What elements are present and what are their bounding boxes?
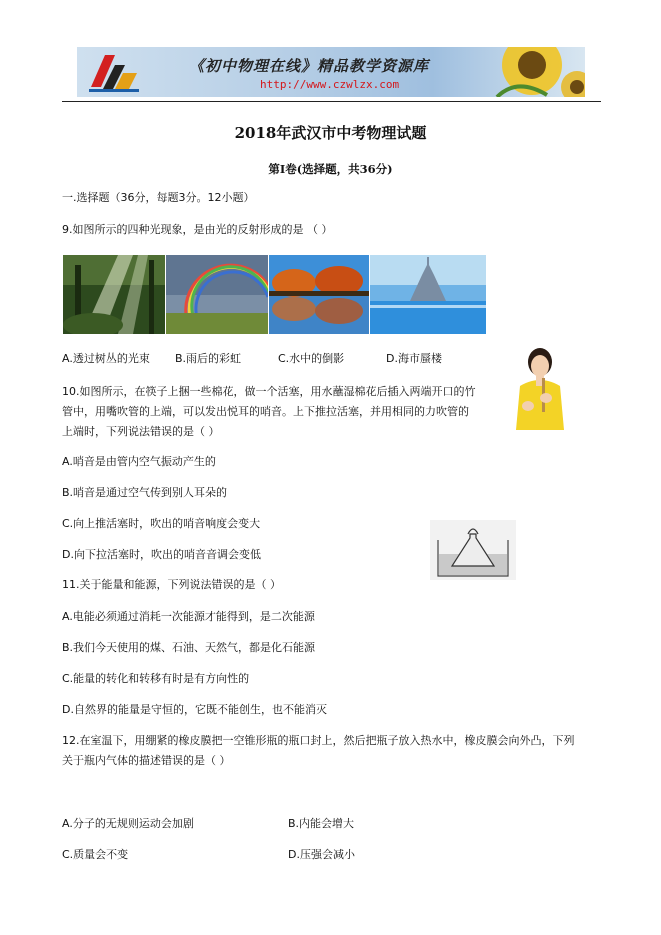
q9-option-a: A.透过树丛的光束 bbox=[62, 352, 150, 365]
question-11-stem: 11.关于能量和能源，下列说法错误的是（ ） bbox=[62, 578, 281, 591]
header-banner bbox=[77, 47, 585, 97]
q12-option-b: B.内能会增大 bbox=[288, 817, 355, 830]
q9-option-c: C.水中的倒影 bbox=[278, 352, 345, 365]
question-10-stem-line-2: 管中，用嘴吹管的上端，可以发出悦耳的哨音。上下推拉活塞，并用相同的力吹管的 bbox=[62, 405, 469, 418]
q10-option-d: D.向下拉活塞时，吹出的哨音音调会变低 bbox=[62, 548, 261, 561]
q10-option-a: A.哨音是由管内空气振动产生的 bbox=[62, 455, 216, 468]
section-title: 第Ⅰ卷(选择题，共36分) bbox=[268, 162, 393, 176]
q11-option-b: B.我们今天使用的煤、石油、天然气，都是化石能源 bbox=[62, 641, 316, 654]
q11-option-d: D.自然界的能量是守恒的，它既不能创生，也不能消灭 bbox=[62, 703, 327, 716]
question-10-stem-line-1: 10.如图所示，在筷子上捆一些棉花，做一个活塞，用水蘸湿棉花后插入两端开口的竹 bbox=[62, 385, 476, 398]
question-12-stem-line-2: 关于瓶内气体的描述错误的是（ ） bbox=[62, 754, 231, 767]
question-9-stem: 9.如图所示的四种光现象，是由光的反射形成的是 （ ） bbox=[62, 223, 333, 236]
q10-option-c: C.向上推活塞时，吹出的哨音响度会变大 bbox=[62, 517, 261, 530]
banner-title: 《初中物理在线》精品教学资源库 bbox=[189, 57, 430, 75]
q12-option-a: A.分子的无规则运动会加剧 bbox=[62, 817, 194, 830]
section-intro: 一.选择题（36分，每题3分。12小题） bbox=[62, 191, 255, 204]
site-logo-icon bbox=[85, 51, 143, 93]
q9-option-d: D.海市蜃楼 bbox=[386, 352, 442, 365]
photo-water-reflection bbox=[269, 255, 369, 334]
photo-mirage bbox=[370, 255, 486, 334]
photo-rainbow bbox=[166, 255, 268, 334]
q11-option-a: A.电能必须通过消耗一次能源才能得到，是二次能源 bbox=[62, 610, 315, 623]
q10-option-b: B.哨音是通过空气传到别人耳朵的 bbox=[62, 486, 228, 499]
banner-url: http://www.czwlzx.com bbox=[260, 78, 400, 91]
photo-forest-light-beams bbox=[63, 255, 165, 334]
flask-in-water-diagram bbox=[430, 520, 516, 580]
page-title: 2018年武汉市中考物理试题 bbox=[234, 124, 427, 142]
q11-option-c: C.能量的转化和转移有时是有方向性的 bbox=[62, 672, 250, 685]
q12-option-c: C.质量会不变 bbox=[62, 848, 129, 861]
q9-option-b: B.雨后的彩虹 bbox=[175, 352, 242, 365]
girl-blowing-whistle-illustration bbox=[506, 346, 576, 430]
question-10-stem-line-3: 上端时，下列说法错误的是（ ） bbox=[62, 425, 220, 438]
q12-option-d: D.压强会减小 bbox=[288, 848, 355, 861]
question-12-stem-line-1: 12.在室温下，用绷紧的橡皮膜把一空锥形瓶的瓶口封上，然后把瓶子放入热水中，橡皮膜会向外凸，下列 bbox=[62, 734, 575, 747]
header-rule bbox=[62, 101, 601, 102]
